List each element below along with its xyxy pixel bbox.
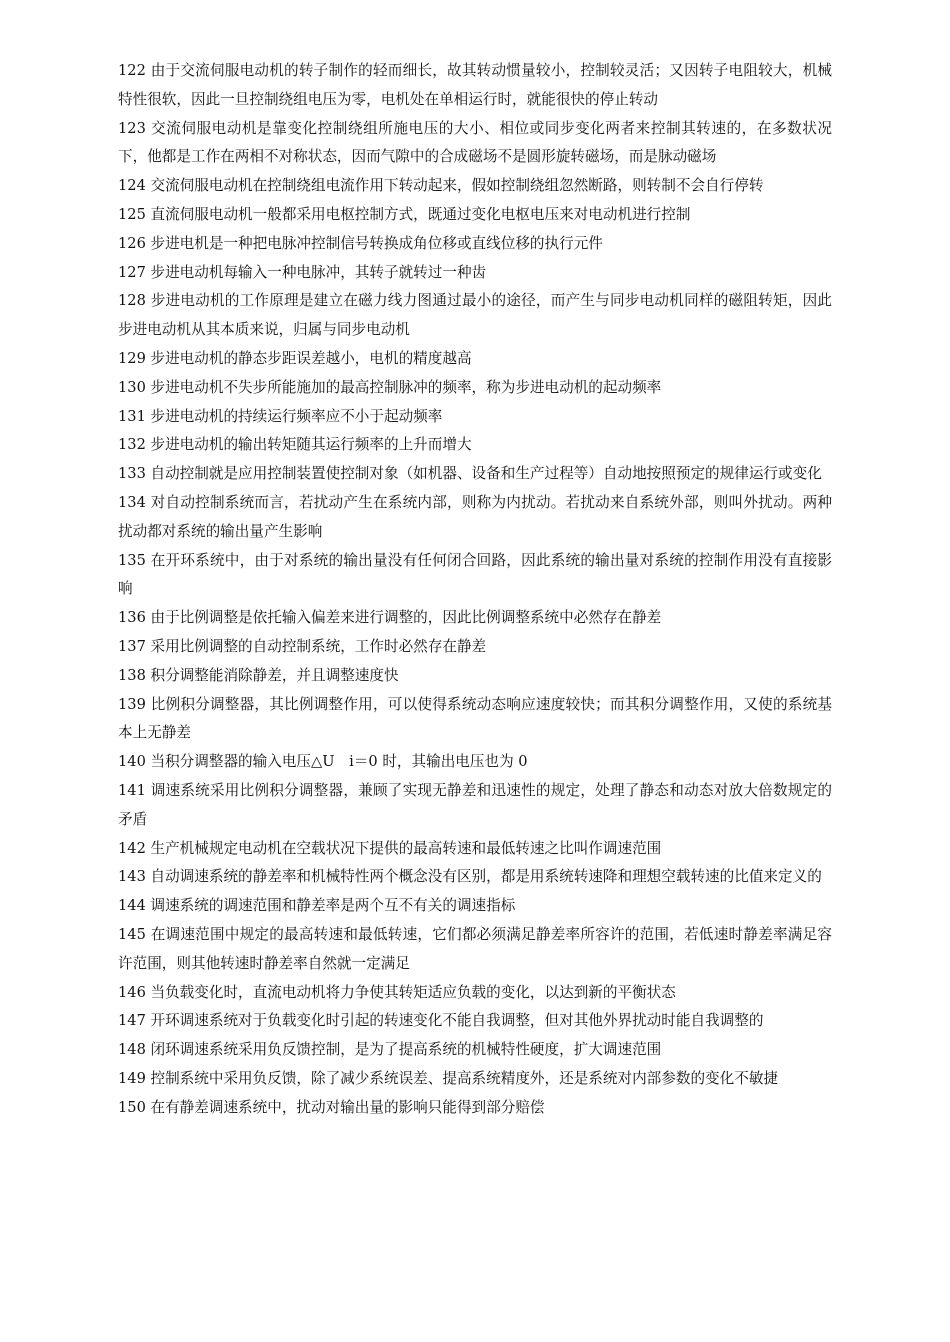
paragraph-141: 141 调速系统采用比例积分调整器，兼顾了实现无静差和迅速性的规定，处理了静态和动态对放大倍数规定的矛盾 <box>118 781 832 828</box>
paragraph-134: 134 对自动控制系统而言，若扰动产生在系统内部，则称为内扰动。若扰动来自系统外部，则叫外扰动。两种扰动都对系统的输出量产生影响 <box>118 493 832 540</box>
paragraph-130: 130 步进电动机不失步所能施加的最高控制脉冲的频率，称为步进电动机的起动频率 <box>118 378 662 396</box>
paragraph-125: 125 直流伺服电动机一般都采用电枢控制方式，既通过变化电枢电压来对电动机进行控制 <box>118 205 691 223</box>
document-page <box>118 57 832 1122</box>
paragraph-136: 136 由于比例调整是依托输入偏差来进行调整的，因此比例调整系统中必然存在静差 <box>118 609 662 627</box>
paragraph-135: 135 在开环系统中，由于对系统的输出量没有任何闭合回路，因此系统的输出量对系统的控制作用没有直接影响 <box>118 551 832 598</box>
paragraph-144: 144 调速系统的调速范围和静差率是两个互不有关的调速指标 <box>118 897 516 915</box>
paragraph-123: 123 交流伺服电动机是靠变化控制绕组所施电压的大小、相位或同步变化两者来控制其转速的，在多数状况下，他都是工作在两相不对称状态，因而气隙中的合成磁场不是圆形旋转磁场，而是脉动磁场 <box>118 119 832 166</box>
paragraph-124: 124 交流伺服电动机在控制绕组电流作用下转动起来，假如控制绕组忽然断路，则转制不会自行停转 <box>118 177 764 195</box>
paragraph-132: 132 步进电动机的输出转矩随其运行频率的上升而增大 <box>118 436 472 454</box>
paragraph-122: 122 由于交流伺服电动机的转子制作的轻而细长，故其转动惯量较小，控制较灵活；又因转子电阻较大，机械特性很软，因此一旦控制绕组电压为零，电机处在单相运行时，就能很快的停止转动 <box>118 62 832 108</box>
paragraph-138: 138 积分调整能消除静差，并且调整速度快 <box>118 666 399 684</box>
paragraph-139: 139 比例积分调整器，其比例调整作用，可以使得系统动态响应速度较快；而其积分调整作用，又使的系统基本上无静差 <box>118 695 832 742</box>
paragraph-129: 129 步进电动机的静态步距误差越小，电机的精度越高 <box>118 349 472 367</box>
paragraph-146: 146 当负载变化时，直流电动机将力争使其转矩适应负载的变化，以达到新的平衡状态 <box>118 983 676 1001</box>
paragraph-131: 131 步进电动机的持续运行频率应不小于起动频率 <box>118 407 443 425</box>
paragraph-140: 140 当积分调整器的输入电压△U i＝0 时，其输出电压也为 0 <box>118 753 528 771</box>
paragraph-145: 145 在调速范围中规定的最高转速和最低转速，它们都必须满足静差率所容许的范围，若低速时静差率满足容许范围，则其他转速时静差率自然就一定满足 <box>118 925 832 972</box>
paragraph-137: 137 采用比例调整的自动控制系统，工作时必然存在静差 <box>118 637 487 655</box>
paragraph-142: 142 生产机械规定电动机在空载状况下提供的最高转速和最低转速之比叫作调速范围 <box>118 839 662 857</box>
paragraph-150: 150 在有静差调速系统中，扰动对输出量的影响只能得到部分赔偿 <box>118 1098 545 1116</box>
paragraph-128: 128 步进电动机的工作原理是建立在磁力线力图通过最小的途径，而产生与同步电动机同样的磁阻转矩，因此步进电动机从其本质来说，归属与同步电动机 <box>118 292 832 339</box>
paragraph-133: 133 自动控制就是应用控制装置使控制对象（如机器、设备和生产过程等）自动地按照预定的规律运行或变化 <box>118 465 822 483</box>
paragraph-148: 148 闭环调速系统采用负反馈控制，是为了提高系统的机械特性硬度，扩大调速范围 <box>118 1041 662 1059</box>
paragraph-149: 149 控制系统中采用负反馈，除了减少系统误差、提高系统精度外，还是系统对内部参数的变化不敏捷 <box>118 1069 779 1087</box>
paragraph-126: 126 步进电机是一种把电脉冲控制信号转换成角位移或直线位移的执行元件 <box>118 234 603 252</box>
paragraph-143: 143 自动调速系统的静差率和机械特性两个概念没有区别，都是用系统转速降和理想空载转速的比值来定义的 <box>118 868 822 886</box>
paragraph-127: 127 步进电动机每输入一种电脉冲，其转子就转过一种齿 <box>118 263 487 281</box>
paragraph-147: 147 开环调速系统对于负载变化时引起的转速变化不能自我调整，但对其他外界扰动时能自我调整的 <box>118 1012 764 1030</box>
